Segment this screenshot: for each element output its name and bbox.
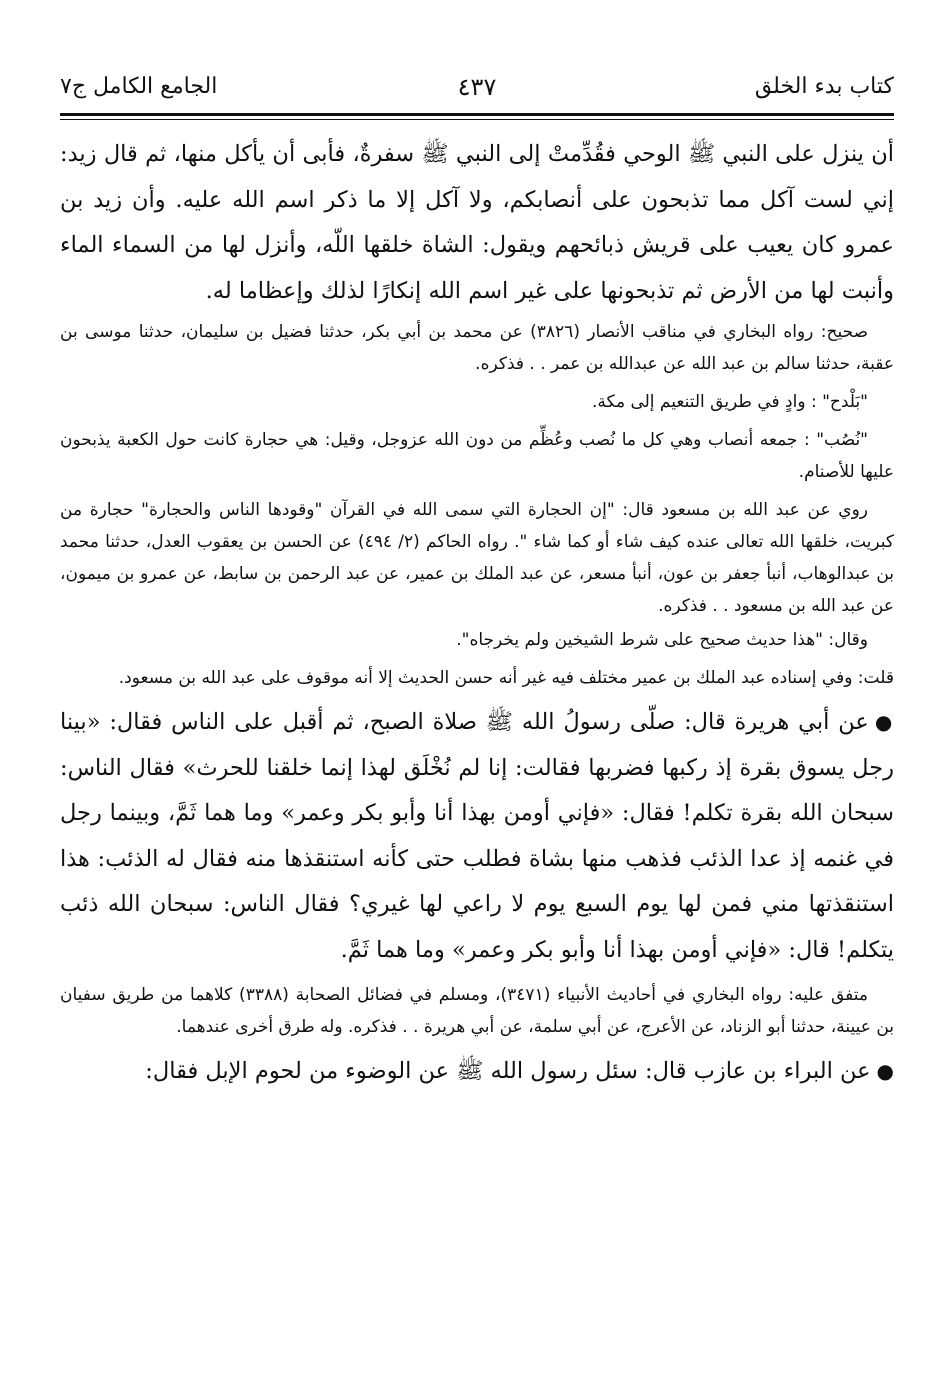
gloss-baldah: "بَلْدح" : وادٍ في طريق التنعيم إلى مكة. [592,392,868,412]
takhrij-muttafaq: متفق عليه: رواه البخاري في أحاديث الأنبياء (٣٤٧١)، ومسلم في فضائل الصحابة (٣٣٨٨) كلاهما من طريق سفيان بن عيينة، حدثنا أبو الزناد، عن الأعرج، عن أبي سلمة، عن أبي هريرة . . فذكره. وله طرق أخرى عندهما. [60,985,894,1037]
takhrij-note: صحيح: رواه البخاري في مناقب الأنصار (٣٨٢٦) عن محمد بن أبي بكر، حدثنا فضيل بن سليمان، حدثنا موسى بن عقبة، حدثنا سالم بن عبد الله عن عبدالله بن عمر . . فذكره. [60,322,894,374]
hadith-bara [60,1049,894,1095]
page-header [60,0,894,116]
bullet-marker: ● [874,710,895,734]
hadith-abu-hurayrah [60,700,894,973]
gloss-nusub: "نُصُب" : جمعه أنصاب وهي كل ما نُصب وعُظِّم من دون الله عزوجل، وقيل: هي حجارة كانت حول الكعبة يذبحون عليها للأصنام. [60,430,894,482]
page-number: ٤٣٧ [457,73,497,101]
bullet-marker: ● [876,1059,894,1083]
hadith-bara-text: عن البراء بن عازب قال: سئل رسول الله ﷺ عن الوضوء من لحوم الإبل فقال: [145,1058,871,1084]
narration-ibn-masud: روي عن عبد الله بن مسعود قال: "إن الحجارة التي سمى الله في القرآن "وقودها الناس والحجارة" حجارة من كبريت، خلقها الله تعالى عنده كيف شاء أو كما شاء ". رواه الحاكم (٢/ ٤٩٤) عن الحسن بن يعقوب العدل، حدثنا محمد بن عبدالوهاب، أنبأ جعفر بن عون، أنبأ مسعر، عن عبد الملك بن عمير، عن عبد الرحمن بن سابط، عن عمرو بن ميمون، عن عبد الله بن مسعود . . فذكره. [60,500,894,616]
hadith-text-continued: أن ينزل على النبي ﷺ الوحي فقُدِّمتْ إلى النبي ﷺ سفرةٌ، فأبى أن يأكل منها، ثم قال زيد: إني لست آكل مما تذبحون على أنصابكم، ولا آكل إلا ما ذكر اسم الله عليه. وأن زيد بن عمرو كان يعيب على قريش ذبائحهم ويقول: الشاة خلقها اللّه، وأنزل لها من السماء الماء وأنبت لها من الأرض ثم تذبحونها على غير اسم الله إنكارًا لذلك وإعظاما له. [60,141,894,304]
chapter-title: كتاب بدء الخلق [754,74,894,99]
book-title: الجامع الكامل ج٧ [60,74,218,99]
hakim-comment: وقال: "هذا حديث صحيح على شرط الشيخين ولم يخرجاه". [456,630,868,650]
page-body [60,132,894,1095]
hadith-abu-hurayrah-text: عن أبي هريرة قال: صلّى رسولُ الله ﷺ صلاة الصبح، ثم أقبل على الناس فقال: «بينا رجل يسوق بقرة إذ ركبها فضربها فقالت: إنا لم نُخْلَق لهذا إنما خلقنا للحرث» فقال الناس: سبحان الله بقرة تكلم! فقال: «فإني أومن بهذا أنا وأبو بكر وعمر» وما هما ثَمَّ، وبينما رجل في غنمه إذ عدا الذئب فذهب منها بشاة فطلب حتى كأنه استنقذها منه فقال له الذئب: هذا استنقذتها مني فمن لها يوم السبع يوم لا راعي لها غيري؟ فقال الناس: سبحان الله ذئب يتكلم! قال: «فإني أومن بهذا أنا وأبو بكر وعمر» وما هما ثَمَّ. [60,709,894,963]
author-comment: قلت: وفي إسناده عبد الملك بن عمير مختلف فيه غير أنه حسن الحديث إلا أنه موقوف على عبد الله بن مسعود. [118,668,894,688]
